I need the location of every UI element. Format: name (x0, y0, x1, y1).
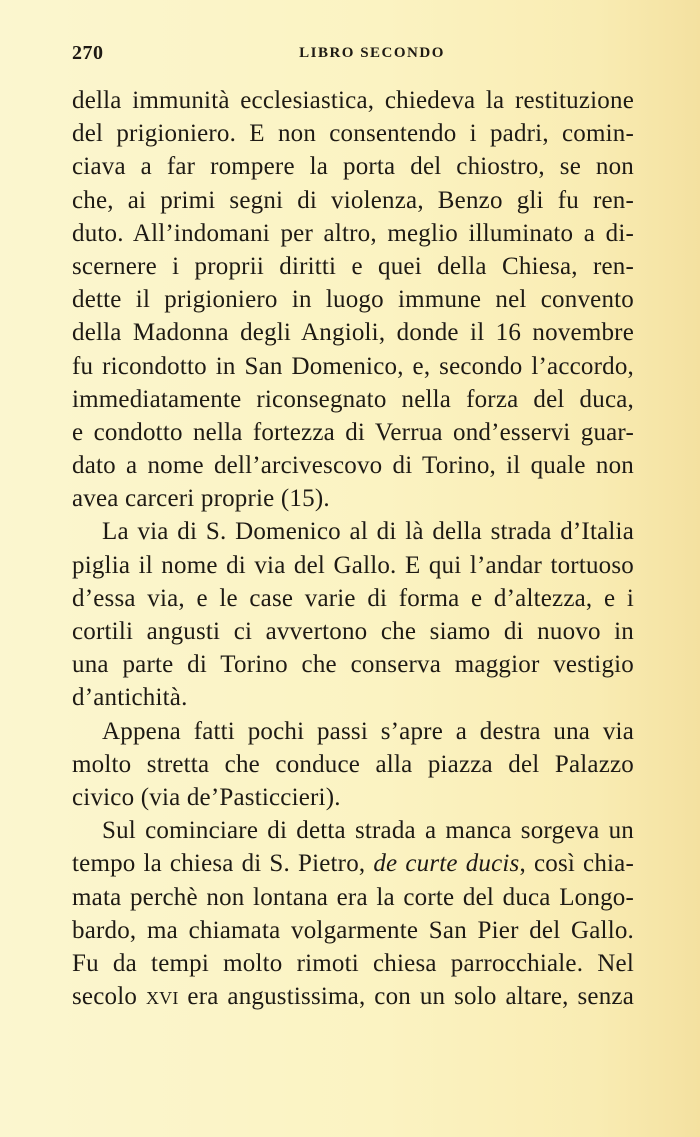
text-line: piglia il nome di via del Gallo. E qui l’andar tortuoso (72, 551, 634, 579)
text-line: molto stretta che conduce alla piazza del Palazzo (72, 750, 634, 778)
text-line: cortili angusti ci avvertono che siamo di nuovo in (72, 618, 634, 645)
text-fragment: era angustissima, con un solo altare, senza (187, 983, 635, 1011)
text-line: Appena fatti pochi passi s’apre a destra una via (102, 717, 634, 745)
text-fragment: tempo la chiesa di S. Pietro, (72, 850, 366, 878)
running-head: LIBRO SECONDO (299, 45, 445, 61)
text-fragment: secolo (72, 983, 138, 1011)
century-numeral: xvi (145, 983, 179, 1011)
latin-phrase: de curte ducis (373, 850, 520, 878)
text-line: bardo, ma chiamata volgarmente San Pier del Gallo. (72, 916, 634, 944)
text-line: ciava a far rompere la porta del chiostro, se non (72, 153, 634, 181)
text-line: duto. All’indomani per altro, meglio illuminato a di- (72, 219, 634, 247)
text-line (72, 847, 634, 880)
page-header (72, 42, 632, 68)
text-line: e condotto nella fortezza di Verrua ond’esservi guar- (72, 418, 634, 446)
text-line: immediatamente riconsegnato nella forza del duca, (72, 385, 634, 413)
body-text (72, 84, 634, 1013)
text-line: Sul cominciare di detta strada a manca sorgeva un (102, 817, 634, 845)
text-line: della immunità ecclesiastica, chiedeva la restituzione (72, 87, 634, 114)
paragraph-1 (72, 84, 634, 515)
text-line: mata perchè non lontana era la corte del duca Longo- (72, 883, 634, 911)
paragraph-4 (72, 814, 634, 1013)
text-line: dette il prigioniero in luogo immune nel convento (72, 286, 634, 314)
text-line: del prigioniero. E non consentendo i padri, comin- (72, 120, 634, 148)
text-line: La via di S. Domenico al di là della strada d’Italia (102, 518, 634, 546)
text-fragment: , così chia- (519, 850, 634, 878)
text-line: scernere i proprii diritti e quei della Chiesa, ren- (72, 252, 634, 280)
text-line (72, 980, 634, 1013)
text-line: che, ai primi segni di violenza, Benzo gli fu ren- (72, 186, 634, 214)
text-line: fu ricondotto in San Domenico, e, secondo l’accordo, (72, 352, 634, 380)
text-line: della Madonna degli Angioli, donde il 16 novembre (72, 319, 634, 347)
page-number: 270 (72, 42, 104, 64)
text-line: avea carceri proprie (15). (72, 485, 330, 513)
text-line: una parte di Torino che conserva maggior vestigio (72, 651, 634, 679)
text-line: d’antichità. (72, 684, 188, 712)
paragraph-2 (72, 515, 634, 714)
text-line: dato a nome dell’arcivescovo di Torino, il quale non (72, 452, 634, 480)
text-line: Fu da tempi molto rimoti chiesa parrocchiale. Nel (72, 949, 634, 977)
text-line: d’essa via, e le case varie di forma e d’altezza, e i (72, 584, 634, 612)
text-line: civico (via de’Pasticcieri). (72, 783, 341, 811)
paragraph-3 (72, 715, 634, 815)
